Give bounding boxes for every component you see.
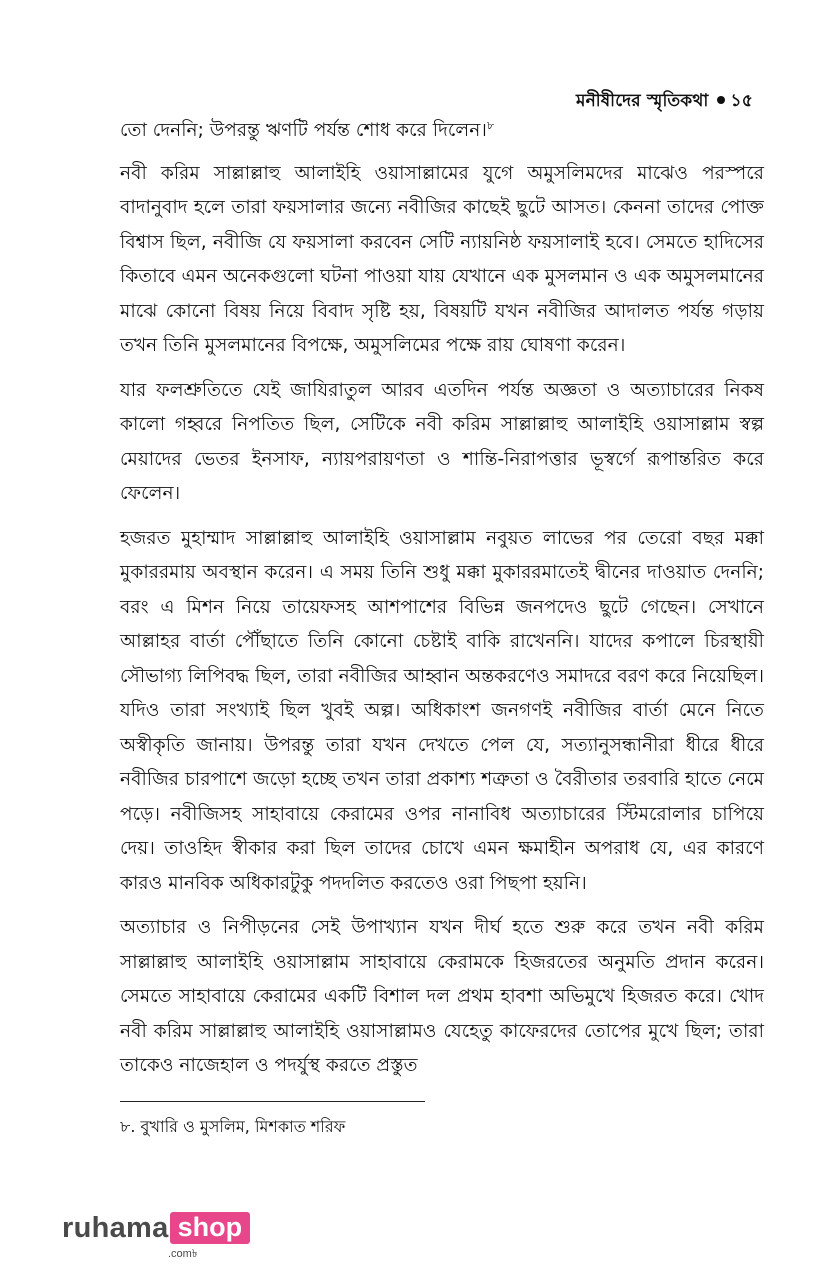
running-header (576, 88, 753, 116)
logo-domain: .com৳ (168, 1248, 198, 1260)
paragraph: নবী করিম সাল্লাল্লাহু আলাইহি ওয়াসাল্লামের যুগে অমুসলিমদের মাঝেও পরস্পরে বাদানুবাদ হলে তারা ফয়সালার জন্যে নবীজির কাছেই ছুটে আসত। কেননা তাদের পোক্ত বিশ্বাস ছিল, নবীজি যে ফয়সালা করবেন সেটি ন্যায়নিষ্ঠ ফয়সালাই হবে। সেমতে হাদিসের কিতাবে এমন অনেকগুলো ঘটনা পাওয়া যায় যেখানে এক মুসলমান ও এক অমুসলমানের মাঝে কোনো বিষয় নিয়ে বিবাদ সৃষ্টি হয়, বিষয়টি যখন নবীজির আদালত পর্যন্ত গড়ায় তখন তিনি মুসলমানের বিপক্ষে, অমুসলিমের পক্ষে রায় ঘোষণা করেন। (120, 162, 764, 356)
bullet-icon (717, 96, 725, 104)
logo-shop-box: shop (170, 1212, 251, 1244)
footnote: ৮. বুখারি ও মুসলিম, মিশকাত শরিফ (120, 1117, 346, 1136)
footnote-divider (120, 1101, 425, 1102)
paragraph (120, 114, 764, 149)
main-text (120, 114, 764, 1094)
paragraph: যার ফলশ্রুতিতে যেই জাযিরাতুল আরব এতদিন পর্যন্ত অজ্ঞতা ও অত্যাচারের নিকষ কালো গহ্বরে নিপতিত ছিল, সেটিকে নবী করিম সাল্লাল্লাহু আলাইহি ওয়াসাল্লাম স্বল্প মেয়াদের ভেতর ইনসাফ, ন্যায়পরায়ণতা ও শান্তি-নিরাপত্তার ভূস্বর্গে রূপান্তরিত করে ফেলেন। (120, 379, 764, 504)
publisher-logo (62, 1212, 250, 1260)
paragraph: অত্যাচার ও নিপীড়নের সেই উপাখ্যান যখন দীর্ঘ হতে শুরু করে তখন নবী করিম সাল্লাল্লাহু আলাইহি ওয়াসাল্লাম সাহাবায়ে কেরামকে হিজরতের অনুমতি প্রদান করেন। সেমতে সাহাবায়ে কেরামের একটি বিশাল দল প্রথম হাবশা অভিমুখে হিজরত করে। খোদ নবী করিম সাল্লাল্লাহু আলাইহি ওয়াসাল্লামও যেহেতু কাফেরদের তোপের মুখে ছিল; তারা তাকেও নাজেহাল ও পদর্যুস্থ করতে প্রস্তুত (120, 917, 764, 1076)
book-title: মনীষীদের স্মৃতিকথা (575, 91, 709, 111)
logo-wordmark: ruhama (62, 1212, 169, 1244)
page-number: ১৫ (730, 91, 753, 111)
paragraph: হজরত মুহাম্মাদ সাল্লাল্লাহু আলাইহি ওয়াসাল্লাম নবুয়ত লাভের পর তেরো বছর মক্কা মুকাররমায় অবস্থান করেন। এ সময় তিনি শুধু মক্কা মুকাররমাতেই দ্বীনের দাওয়াত দেননি; বরং এ মিশন নিয়ে তায়েফসহ আশপাশের বিভিন্ন জনপদেও ছুটে গেছেন। সেখানে আল্লাহর বার্তা পৌঁছাতে তিনি কোনো চেষ্টাই বাকি রাখেননি। যাদের কপালে চিরস্থায়ী সৌভাগ্য লিপিবদ্ধ ছিল, তারা নবীজির আহ্বান অন্তকরণেও সমাদরে বরণ করে নিয়েছিল। যদিও তারা সংখ্যাই ছিল খুবই অল্প। অধিকাংশ জনগণই নবীজির বার্তা মেনে নিতে অস্বীকৃতি জানায়। উপরন্তু তারা যখন দেখতে পেল যে, সত্যানুসন্ধানীরা ধীরে ধীরে নবীজির চারপাশে জড়ো হচ্ছে তখন তারা প্রকাশ্য শত্রুতা ও বৈরীতার তরবারি হাতে নেমে পড়ে। নবীজিসহ সাহাবায়ে কেরামের ওপর নানাবিধ অত্যাচারের স্টিমরোলার চাপিয়ে দেয়। তাওহিদ স্বীকার করা ছিল তাদের চোখে এমন ক্ষমাহীন অপরাধ যে, এর কারণে কারও মানবিক অধিকারটুকু পদদলিত করতেও ওরা পিছপা হয়নি। (120, 527, 764, 894)
paragraph-text: তো দেননি; উপরন্তু ঋণটি পর্যন্ত শোধ করে দিলেন। (120, 120, 487, 141)
footnote-reference[interactable]: ৮ (486, 118, 495, 132)
